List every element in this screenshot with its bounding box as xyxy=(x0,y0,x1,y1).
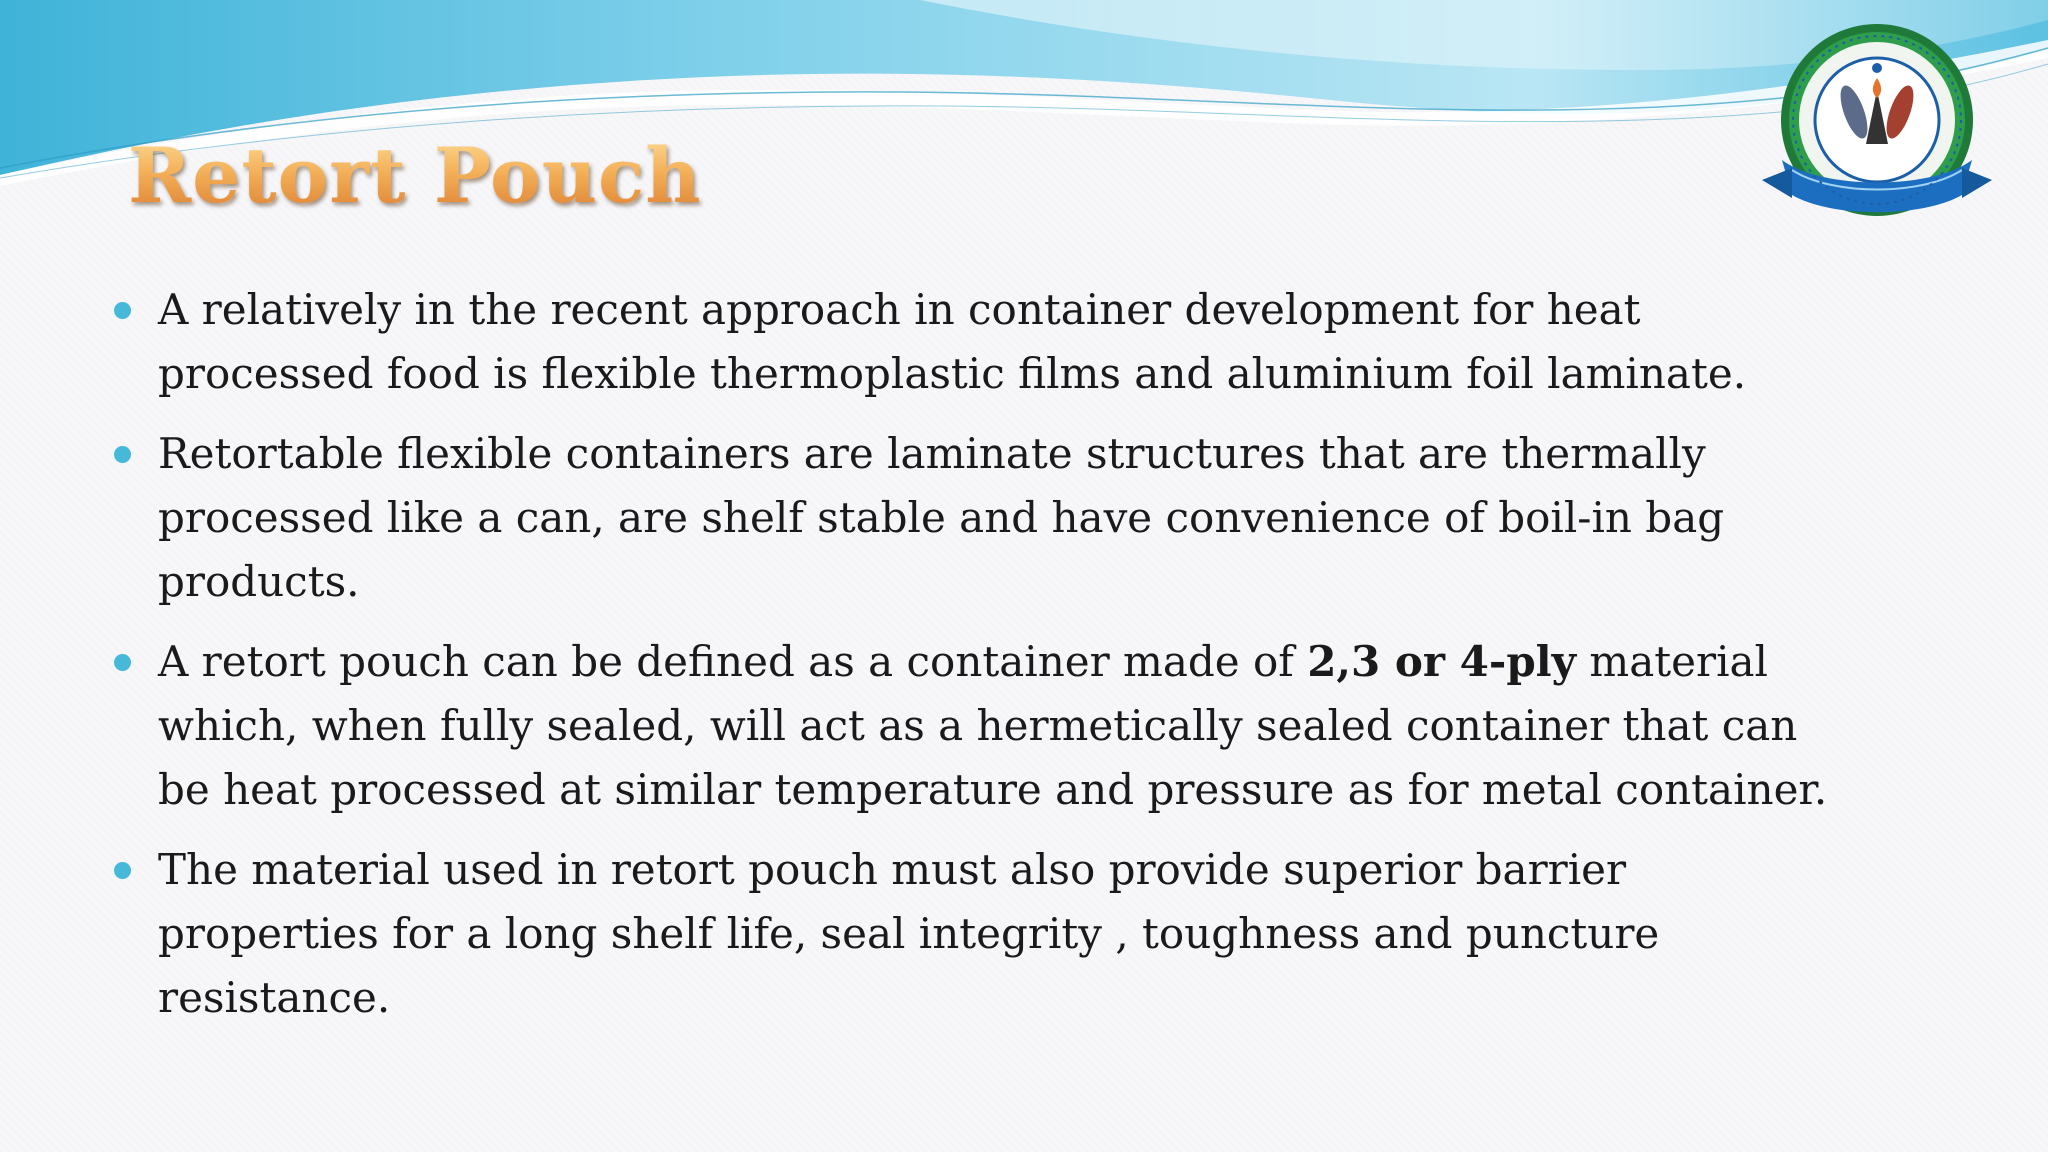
bullet-dot-icon xyxy=(114,654,131,671)
bullet-text-emphasis: 2,3 or 4-ply xyxy=(1307,637,1577,686)
bullet-text: The material used in retort pouch must also provide superior barrier properties for a long shelf life, seal integrity , toughness and puncture resistance. xyxy=(158,845,1660,1022)
bullet-text-before: A retort pouch can be defined as a container made of xyxy=(158,637,1308,686)
bullet-item xyxy=(110,422,1850,614)
bullet-item xyxy=(110,278,1850,406)
bullet-dot-icon xyxy=(114,446,131,463)
bullet-item xyxy=(110,630,1850,822)
bullet-item xyxy=(110,838,1850,1030)
bullet-list xyxy=(110,278,1850,1046)
bullet-dot-icon xyxy=(114,302,131,319)
college-seal-logo-icon xyxy=(1762,20,1992,250)
bullet-text-after: material which, when fully sealed, will act as a hermetically sealed container that can be heat processed at similar temperature and pressure as for metal container. xyxy=(158,637,1828,814)
bullet-text: Retortable flexible containers are laminate structures that are thermally processed like a can, are shelf stable and have convenience of boil-in bag products. xyxy=(158,429,1725,606)
bullet-dot-icon xyxy=(114,862,131,879)
bullet-text: A relatively in the recent approach in container development for heat processed food is flexible thermoplastic films and aluminium foil laminate. xyxy=(158,285,1747,398)
slide-title: Retort Pouch xyxy=(128,128,702,224)
